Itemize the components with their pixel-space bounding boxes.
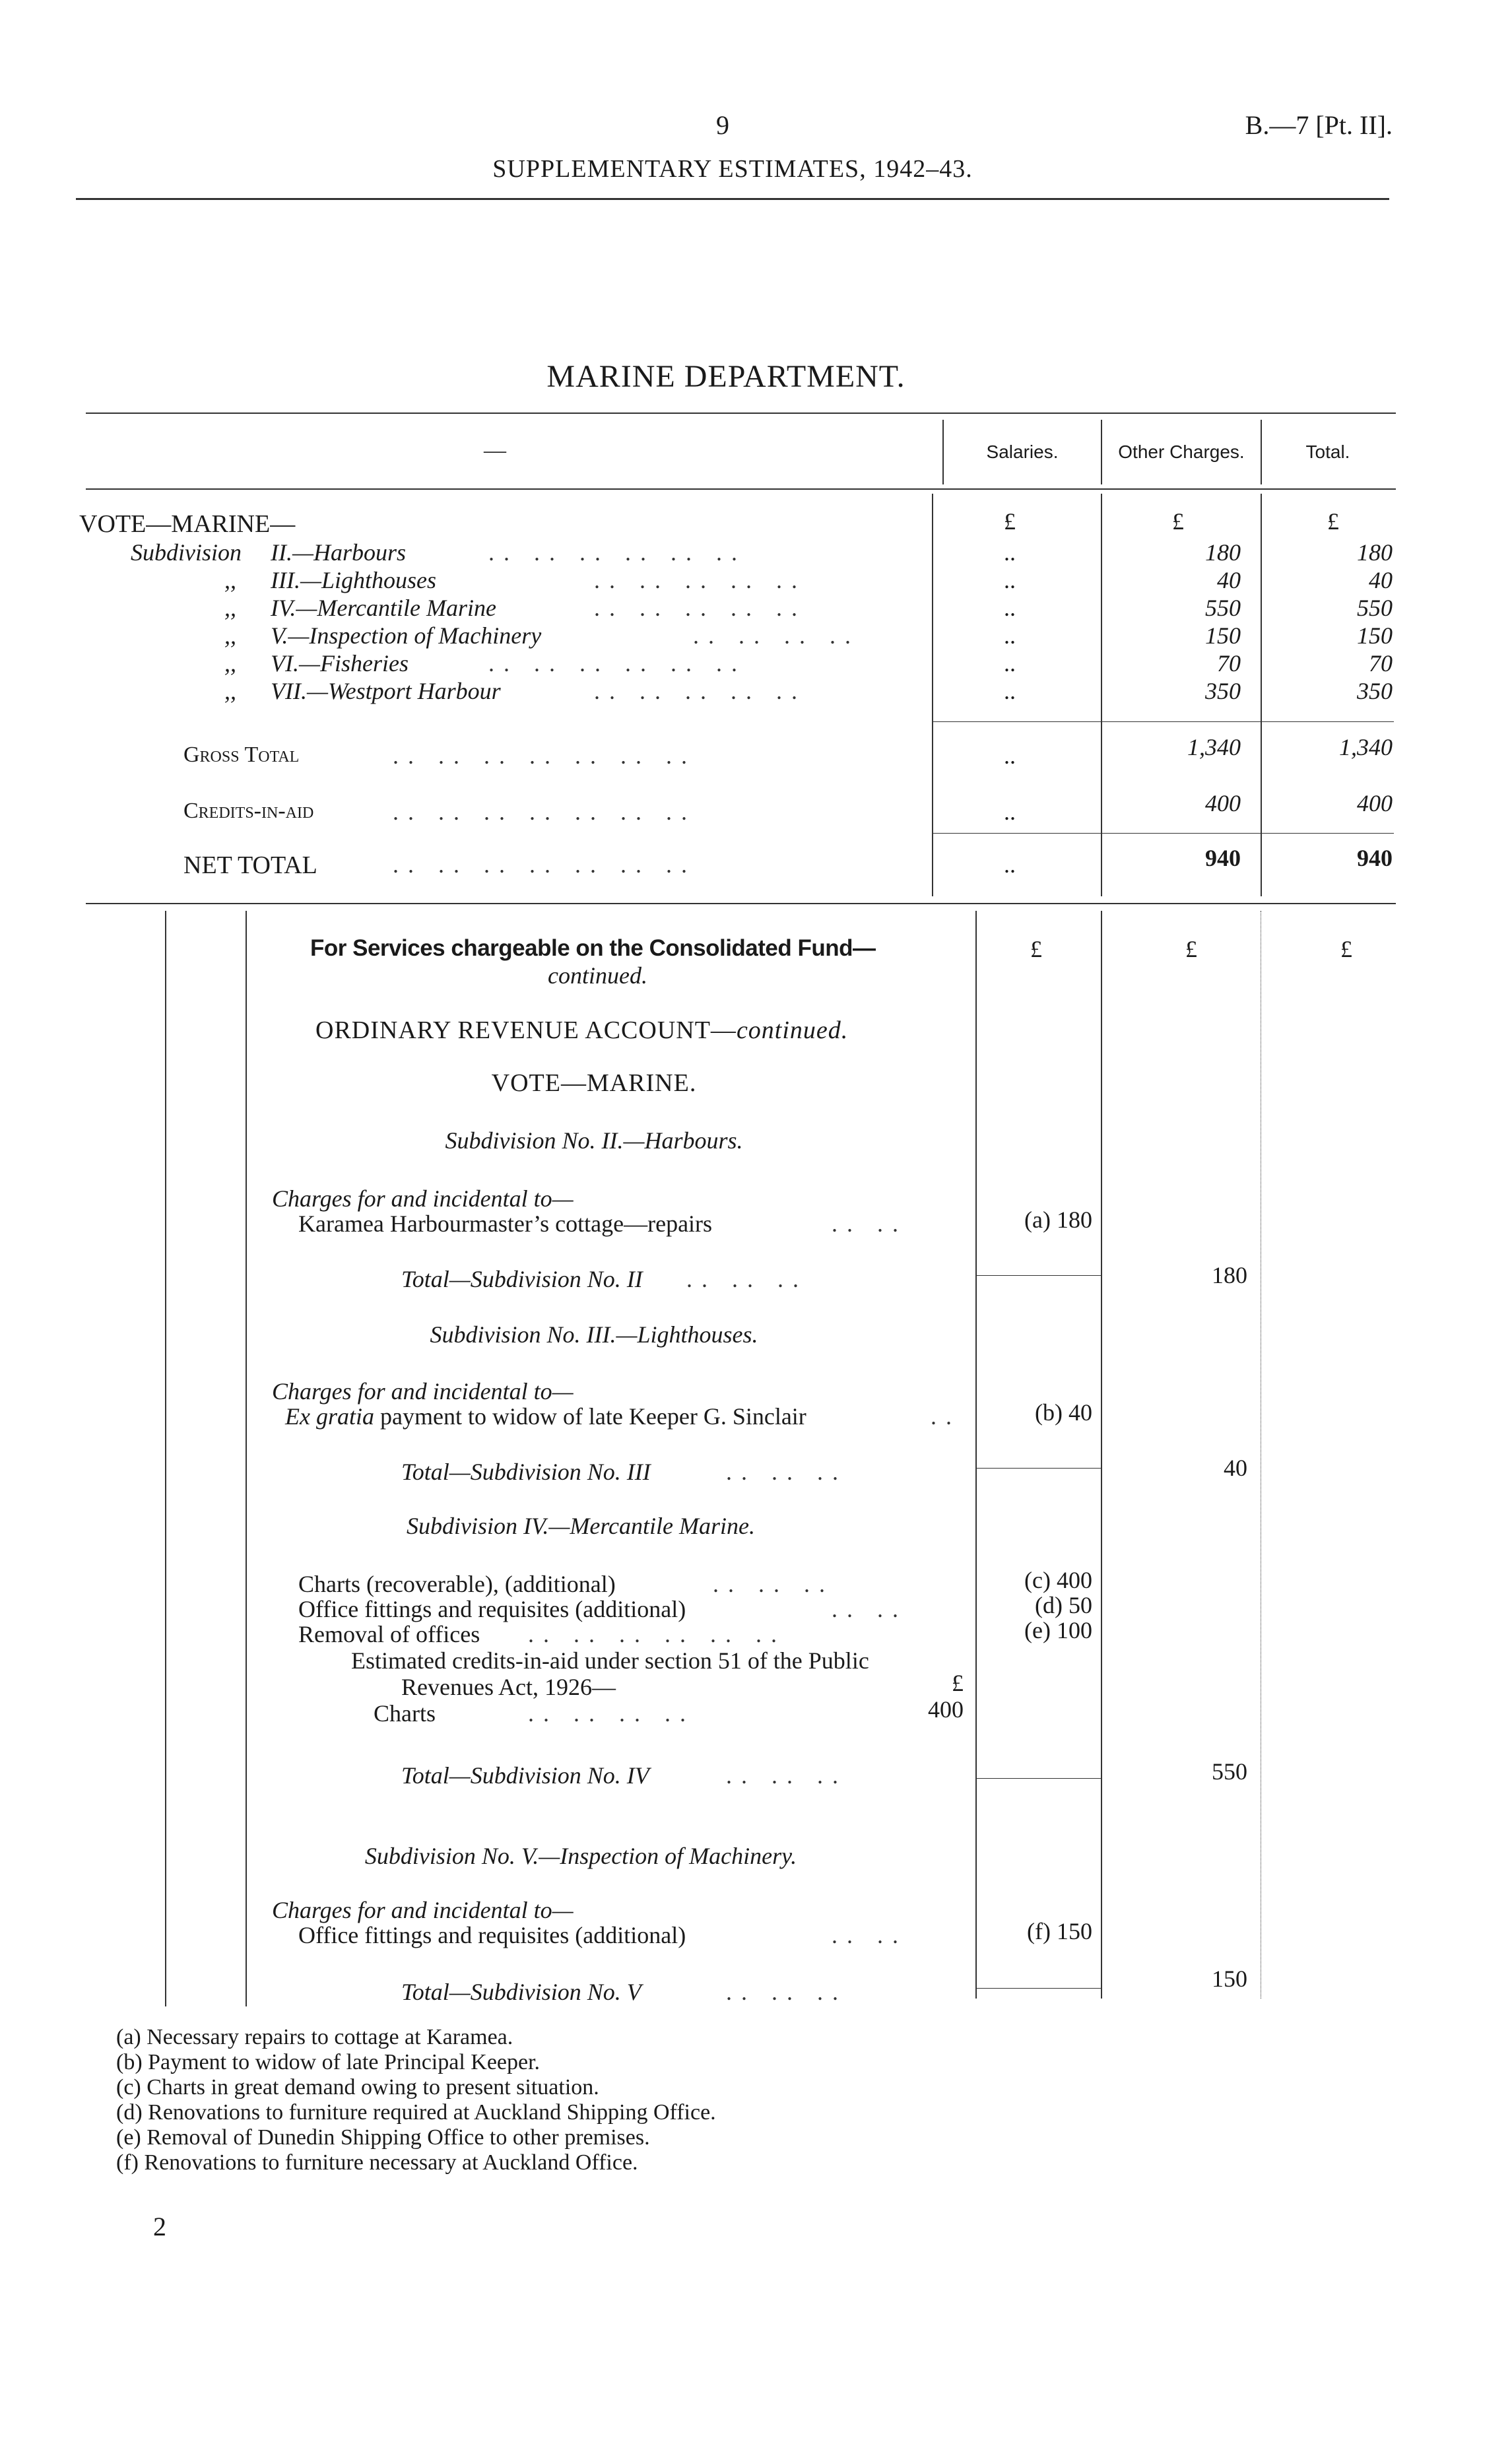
row-salaries: .. bbox=[1004, 595, 1016, 621]
net-salaries: .. bbox=[1004, 851, 1016, 878]
sub5-total: 150 bbox=[1212, 1966, 1247, 1992]
pound-col3: £ bbox=[1340, 936, 1352, 962]
leader-dots: .. .. .. .. .. bbox=[594, 567, 806, 593]
sub5-total-label: Total—Subdivision No. V bbox=[401, 1979, 641, 2005]
leader-dots: .. bbox=[931, 1403, 961, 1430]
footnote: (d) Renovations to furniture required at Auckland Shipping Office. bbox=[116, 2100, 716, 2125]
sub5-title: Subdivision No. V.—Inspection of Machinery. bbox=[364, 1843, 797, 1869]
row-salaries: .. bbox=[1004, 650, 1016, 677]
department-title: MARINE DEPARTMENT. bbox=[546, 359, 905, 394]
row-prefix: ,, bbox=[224, 567, 236, 593]
row-other: 40 bbox=[1217, 567, 1241, 593]
leader-dots: .. .. .. bbox=[713, 1571, 834, 1597]
net-total-label: NET TOTAL bbox=[183, 851, 317, 879]
credits-other: 400 bbox=[1205, 790, 1241, 816]
pound-salaries: £ bbox=[1004, 508, 1016, 535]
gross-other: 1,340 bbox=[1187, 734, 1241, 760]
row-label: VII.—Westport Harbour bbox=[271, 678, 501, 704]
row-total: 70 bbox=[1369, 650, 1393, 677]
row-total: 40 bbox=[1369, 567, 1393, 593]
sub5-amount: (f) 150 bbox=[1027, 1918, 1092, 1944]
header-other-charges: Other Charges. bbox=[1118, 442, 1245, 462]
header-blank-column: — bbox=[484, 438, 506, 463]
sub4-credits-line2: Revenues Act, 1926— bbox=[401, 1674, 616, 1700]
leader-dots: .. .. .. .. bbox=[693, 622, 860, 649]
credits-total: 400 bbox=[1357, 790, 1393, 816]
sub2-total: 180 bbox=[1212, 1262, 1247, 1288]
footnote: (e) Removal of Dunedin Shipping Office to other premises. bbox=[116, 2125, 650, 2150]
account-title: ORDINARY REVENUE ACCOUNT—continued. bbox=[315, 1016, 849, 1044]
footnote: (c) Charts in great demand owing to present situation. bbox=[116, 2075, 599, 2100]
pound-total: £ bbox=[1327, 508, 1339, 535]
leader-dots: .. .. .. .. .. bbox=[594, 678, 806, 704]
sub4-item: Removal of offices bbox=[298, 1621, 480, 1647]
credits-label: Credits-in-aid bbox=[183, 799, 314, 823]
leader-dots: .. .. .. .. .. .. bbox=[528, 1621, 786, 1647]
sub4-title: Subdivision IV.—Mercantile Marine. bbox=[407, 1513, 755, 1539]
footnote: (f) Renovations to furniture necessary at Auckland Office. bbox=[116, 2150, 638, 2175]
leader-dots: .. .. .. .. .. .. bbox=[488, 539, 746, 566]
document-reference: B.—7 [Pt. II]. bbox=[1245, 110, 1393, 140]
sub4-credits-item: Charts bbox=[374, 1700, 436, 1727]
sub2-title: Subdivision No. II.—Harbours. bbox=[445, 1127, 743, 1154]
net-total: 940 bbox=[1357, 845, 1393, 871]
sub4-amount: (e) 100 bbox=[1024, 1617, 1092, 1643]
row-prefix: ,, bbox=[224, 678, 236, 704]
leader-dots: .. .. .. bbox=[726, 1762, 847, 1789]
header-salaries: Salaries. bbox=[986, 442, 1059, 462]
section-heading: For Services chargeable on the Consolidated Fund— bbox=[310, 935, 876, 961]
sub2-item: Karamea Harbourmaster’s cottage—repairs bbox=[298, 1210, 713, 1237]
sub2-amount: (a) 180 bbox=[1024, 1207, 1092, 1233]
leader-dots: .. .. .. .. bbox=[528, 1700, 695, 1727]
leader-dots: .. .. .. bbox=[726, 1459, 847, 1485]
vote-heading: VOTE—MARINE. bbox=[491, 1069, 697, 1097]
row-salaries: .. bbox=[1004, 567, 1016, 593]
sub3-title: Subdivision No. III.—Lighthouses. bbox=[430, 1321, 758, 1348]
footnotes bbox=[116, 2025, 1040, 2175]
row-label: V.—Inspection of Machinery bbox=[271, 622, 542, 649]
sub2-total-label: Total—Subdivision No. II bbox=[401, 1266, 643, 1292]
net-other: 940 bbox=[1205, 845, 1241, 871]
sub4-item: Charts (recoverable), (additional) bbox=[298, 1571, 616, 1597]
sub3-item: Ex gratia payment to widow of late Keeper G. Sinclair bbox=[285, 1403, 806, 1430]
row-prefix: Subdivision bbox=[131, 539, 242, 566]
header-rule bbox=[76, 198, 1389, 200]
header-total: Total. bbox=[1305, 442, 1350, 462]
leader-dots: .. .. .. .. .. .. bbox=[488, 650, 746, 677]
signature-mark: 2 bbox=[153, 2212, 166, 2241]
row-salaries: .. bbox=[1004, 622, 1016, 649]
sub4-credits-line1: Estimated credits-in-aid under section 51 of the Public bbox=[351, 1647, 869, 1674]
sub2-charges-for: Charges for and incidental to— bbox=[272, 1185, 574, 1212]
row-other: 550 bbox=[1205, 595, 1241, 621]
sub4-total-label: Total—Subdivision No. IV bbox=[401, 1762, 649, 1789]
row-salaries: .. bbox=[1004, 539, 1016, 566]
vote-title: VOTE—MARINE— bbox=[79, 510, 296, 538]
leader-dots: .. .. bbox=[832, 1922, 907, 1948]
sub4-credits-pound: £ bbox=[952, 1670, 964, 1696]
row-salaries: .. bbox=[1004, 678, 1016, 704]
footnote: (a) Necessary repairs to cottage at Karamea. bbox=[116, 2025, 513, 2049]
leader-dots: .. .. .. .. .. .. .. bbox=[393, 851, 696, 878]
row-other: 180 bbox=[1205, 539, 1241, 566]
pound-other: £ bbox=[1172, 508, 1184, 535]
row-label: III.—Lighthouses bbox=[271, 567, 436, 593]
leader-dots: .. .. .. .. .. .. .. bbox=[393, 743, 696, 769]
pound-col2: £ bbox=[1185, 936, 1197, 962]
sub3-amount: (b) 40 bbox=[1035, 1399, 1092, 1426]
sub3-total-label: Total—Subdivision No. III bbox=[401, 1459, 651, 1485]
row-prefix: ,, bbox=[224, 650, 236, 677]
sub3-charges-for: Charges for and incidental to— bbox=[272, 1378, 574, 1405]
row-total: 150 bbox=[1357, 622, 1393, 649]
sub4-amount: (d) 50 bbox=[1035, 1592, 1092, 1618]
leader-dots: .. .. .. bbox=[726, 1979, 847, 2005]
row-total: 180 bbox=[1357, 539, 1393, 566]
credits-salaries: .. bbox=[1004, 799, 1016, 825]
sub5-item: Office fittings and requisites (additional) bbox=[298, 1922, 686, 1948]
gross-total: 1,340 bbox=[1339, 734, 1393, 760]
sub5-charges-for: Charges for and incidental to— bbox=[272, 1897, 574, 1923]
leader-dots: .. .. bbox=[832, 1596, 907, 1622]
sub4-item: Office fittings and requisites (additional) bbox=[298, 1596, 686, 1622]
pound-col1: £ bbox=[1030, 936, 1042, 962]
row-total: 550 bbox=[1357, 595, 1393, 621]
row-prefix: ,, bbox=[224, 622, 236, 649]
running-title: SUPPLEMENTARY ESTIMATES, 1942–43. bbox=[492, 155, 973, 183]
leader-dots: .. .. bbox=[832, 1210, 907, 1237]
sub4-credits-amount: 400 bbox=[928, 1696, 964, 1723]
row-other: 350 bbox=[1205, 678, 1241, 704]
row-label: VI.—Fisheries bbox=[271, 650, 409, 677]
leader-dots: .. .. .. bbox=[686, 1266, 808, 1292]
row-label: IV.—Mercantile Marine bbox=[271, 595, 496, 621]
gross-salaries: .. bbox=[1004, 743, 1016, 769]
row-other: 150 bbox=[1205, 622, 1241, 649]
sub3-total: 40 bbox=[1224, 1455, 1247, 1481]
sub4-total: 550 bbox=[1212, 1758, 1247, 1785]
sub4-amount: (c) 400 bbox=[1024, 1567, 1092, 1593]
gross-total-label: Gross Total bbox=[183, 743, 300, 767]
row-prefix: ,, bbox=[224, 595, 236, 621]
section-heading-continued: continued. bbox=[548, 962, 647, 989]
leader-dots: .. .. .. .. .. .. .. bbox=[393, 799, 696, 825]
row-total: 350 bbox=[1357, 678, 1393, 704]
leader-dots: .. .. .. .. .. bbox=[594, 595, 806, 621]
page-number: 9 bbox=[716, 110, 729, 140]
row-label: II.—Harbours bbox=[271, 539, 407, 566]
row-other: 70 bbox=[1217, 650, 1241, 677]
footnote: (b) Payment to widow of late Principal Keeper. bbox=[116, 2050, 541, 2074]
